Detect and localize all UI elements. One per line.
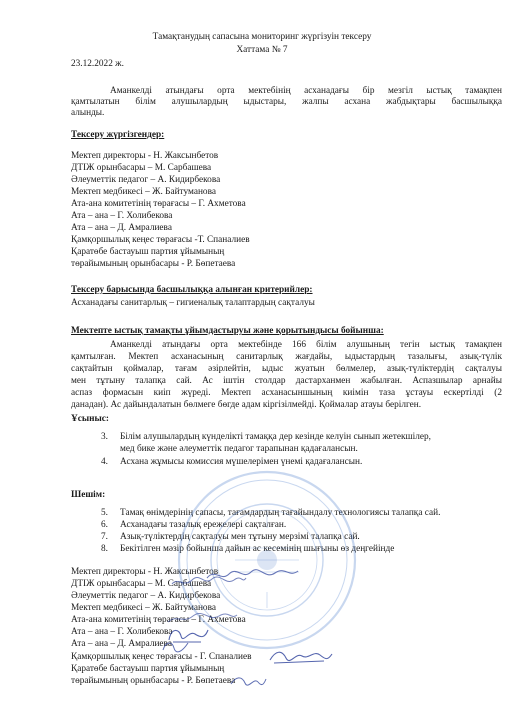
findings-heading: Мектепте ыстық тамақты ұйымдастыруы және қорытындысы бойынша: bbox=[71, 326, 384, 336]
document-date: 23.12.2022 ж. bbox=[71, 59, 124, 69]
list-number: 6. bbox=[101, 520, 108, 530]
inspector-line: ДТІЖ орынбасары – М. Сарбашева bbox=[71, 163, 212, 173]
inspectors-heading: Тексеру жүргізгендер: bbox=[71, 130, 165, 140]
list-number: 4. bbox=[101, 457, 108, 467]
inspector-line: Мектеп директоры - Н. Жаксынбетов bbox=[71, 151, 219, 161]
criteria-text: Асханадағы санитарлық – гигиеналық талаптардың сақталуы bbox=[71, 298, 315, 308]
intro-line: Аманкелді атындағы орта мектебінің асханадағы бір мезгіл ыстық тамақпен bbox=[110, 86, 502, 96]
signature-line: Мектеп медбикесі – Ж. Байтуманова bbox=[71, 603, 216, 613]
decision-item: Бекітілген мәзір бойынша дайын ас кесемінің шығыны өз деңгейінде bbox=[120, 544, 395, 554]
inspector-line: Ата – ана – Д. Амралиева bbox=[71, 223, 172, 233]
findings-line: Аманкелді атындағы орта мектебінде 166 білім алушының тегін ыстық тамақпен bbox=[110, 340, 502, 350]
inspector-line: Қаратөбе бастауыш партия ұйымының bbox=[71, 247, 225, 257]
proposal-item: Асхана жұмысы комиссия мүшелерімен үнемі қадағалансын. bbox=[120, 457, 363, 467]
inspector-line: Ата-ана комитетінің төрағасы – Г. Ахметова bbox=[71, 199, 246, 209]
decision-item: Тамақ өнімдерінің сапасы, тағамдардың тағайындалу технологиясы талапқа сай. bbox=[120, 508, 441, 518]
proposal-heading: Ұсыныс: bbox=[71, 414, 109, 424]
list-number: 3. bbox=[101, 432, 108, 442]
inspector-line: Әлеуметтік педагог – А. Кидирбекова bbox=[71, 175, 221, 185]
intro-line: алынды. bbox=[71, 108, 105, 118]
list-number: 5. bbox=[101, 508, 108, 518]
findings-line: аспаз формасын киіп жүреді. Мектеп асханасыншының киімін таза ұстауы ескертілді (2 bbox=[71, 388, 502, 398]
proposal-item: Білім алушылардың күнделікті тамаққа дер кезінде келуін сынып жетекшілер, bbox=[120, 432, 431, 442]
list-number: 7. bbox=[101, 532, 108, 542]
signature-line: Қаратөбе бастауыш партия ұйымының bbox=[71, 664, 225, 674]
criteria-heading: Тексеру барысында басшылыққа алынған критерийлер: bbox=[71, 285, 313, 295]
decision-item: Асханадағы тазалық ережелері сақталған. bbox=[120, 520, 287, 530]
proposal-item: мед бике және әлеуметтік педагог тарапынан қадағалансын. bbox=[120, 444, 358, 454]
handwritten-signature bbox=[170, 574, 248, 590]
document-title: Тамақтанудың сапасына мониторинг жүргізуін тексеру bbox=[152, 32, 372, 42]
inspector-line: Ата – ана – Г. Холибекова bbox=[71, 211, 173, 221]
protocol-number: Хаттама № 7 bbox=[236, 45, 288, 55]
list-number: 8. bbox=[101, 544, 108, 554]
signature-line: төрайымының орынбасары - Р. Бөпетаева bbox=[71, 676, 236, 686]
signature-line: Мектеп директоры - Н. Жаксынбетов bbox=[71, 567, 219, 577]
signature-line: Ата – ана – Д. Амралиева bbox=[71, 639, 172, 649]
inspector-line: Қамқоршылық кеңес төрағасы -Т. Спаналиев bbox=[71, 235, 250, 245]
signature-line: Қамқоршылық кеңес төрағасы - Г. Спаналиев bbox=[71, 652, 252, 662]
signature-line: Ата – ана – Г. Холибекова bbox=[71, 627, 173, 637]
decision-heading: Шешім: bbox=[71, 490, 106, 500]
signature-line: Ата-ана комитетінің төрағасы – Г. Ахметова bbox=[71, 615, 246, 625]
findings-line: қамтылған. Мектеп асханасының санитарлық жағдайы, ыдыстардың тазалығы, азық-түлік bbox=[71, 352, 502, 362]
inspector-line: төрайымының орынбасары - Р. Бөпетаева bbox=[71, 259, 236, 269]
findings-line: сақтайтын қоймалар, тағам әзірлейтін, ыдыс жуатын бөлмелер, азық-түліктердің сақталуы bbox=[71, 364, 502, 374]
decision-item: Азық-түліктердің сақталуы мен тұтыну мерзімі талапқа сай. bbox=[120, 532, 360, 542]
signature-line: Әлеуметтік педагог – А. Кидирбекова bbox=[71, 591, 221, 601]
handwritten-signature bbox=[160, 638, 190, 654]
inspector-line: Мектеп медбикесі – Ж. Байтуманова bbox=[71, 187, 216, 197]
findings-line: мен тұтыну талапқа сай. Ас іштін столдар дастарханмен жабылған. Аспазшылар арнайы bbox=[71, 376, 502, 386]
handwritten-signature bbox=[228, 673, 268, 689]
handwritten-signature bbox=[268, 646, 334, 666]
intro-line: қамтылатын білім алушылардың ыдыстары, жалпы асхана жабдықтары басшылыққа bbox=[71, 97, 502, 107]
signature-line: ДТІЖ орынбасары – М. Сарбашева bbox=[71, 579, 212, 589]
findings-line: данадан). Ас дайындалатын бөлмеге бөгде адам кіргізілмейді. Қоймалар атауы берілген. bbox=[71, 400, 422, 410]
